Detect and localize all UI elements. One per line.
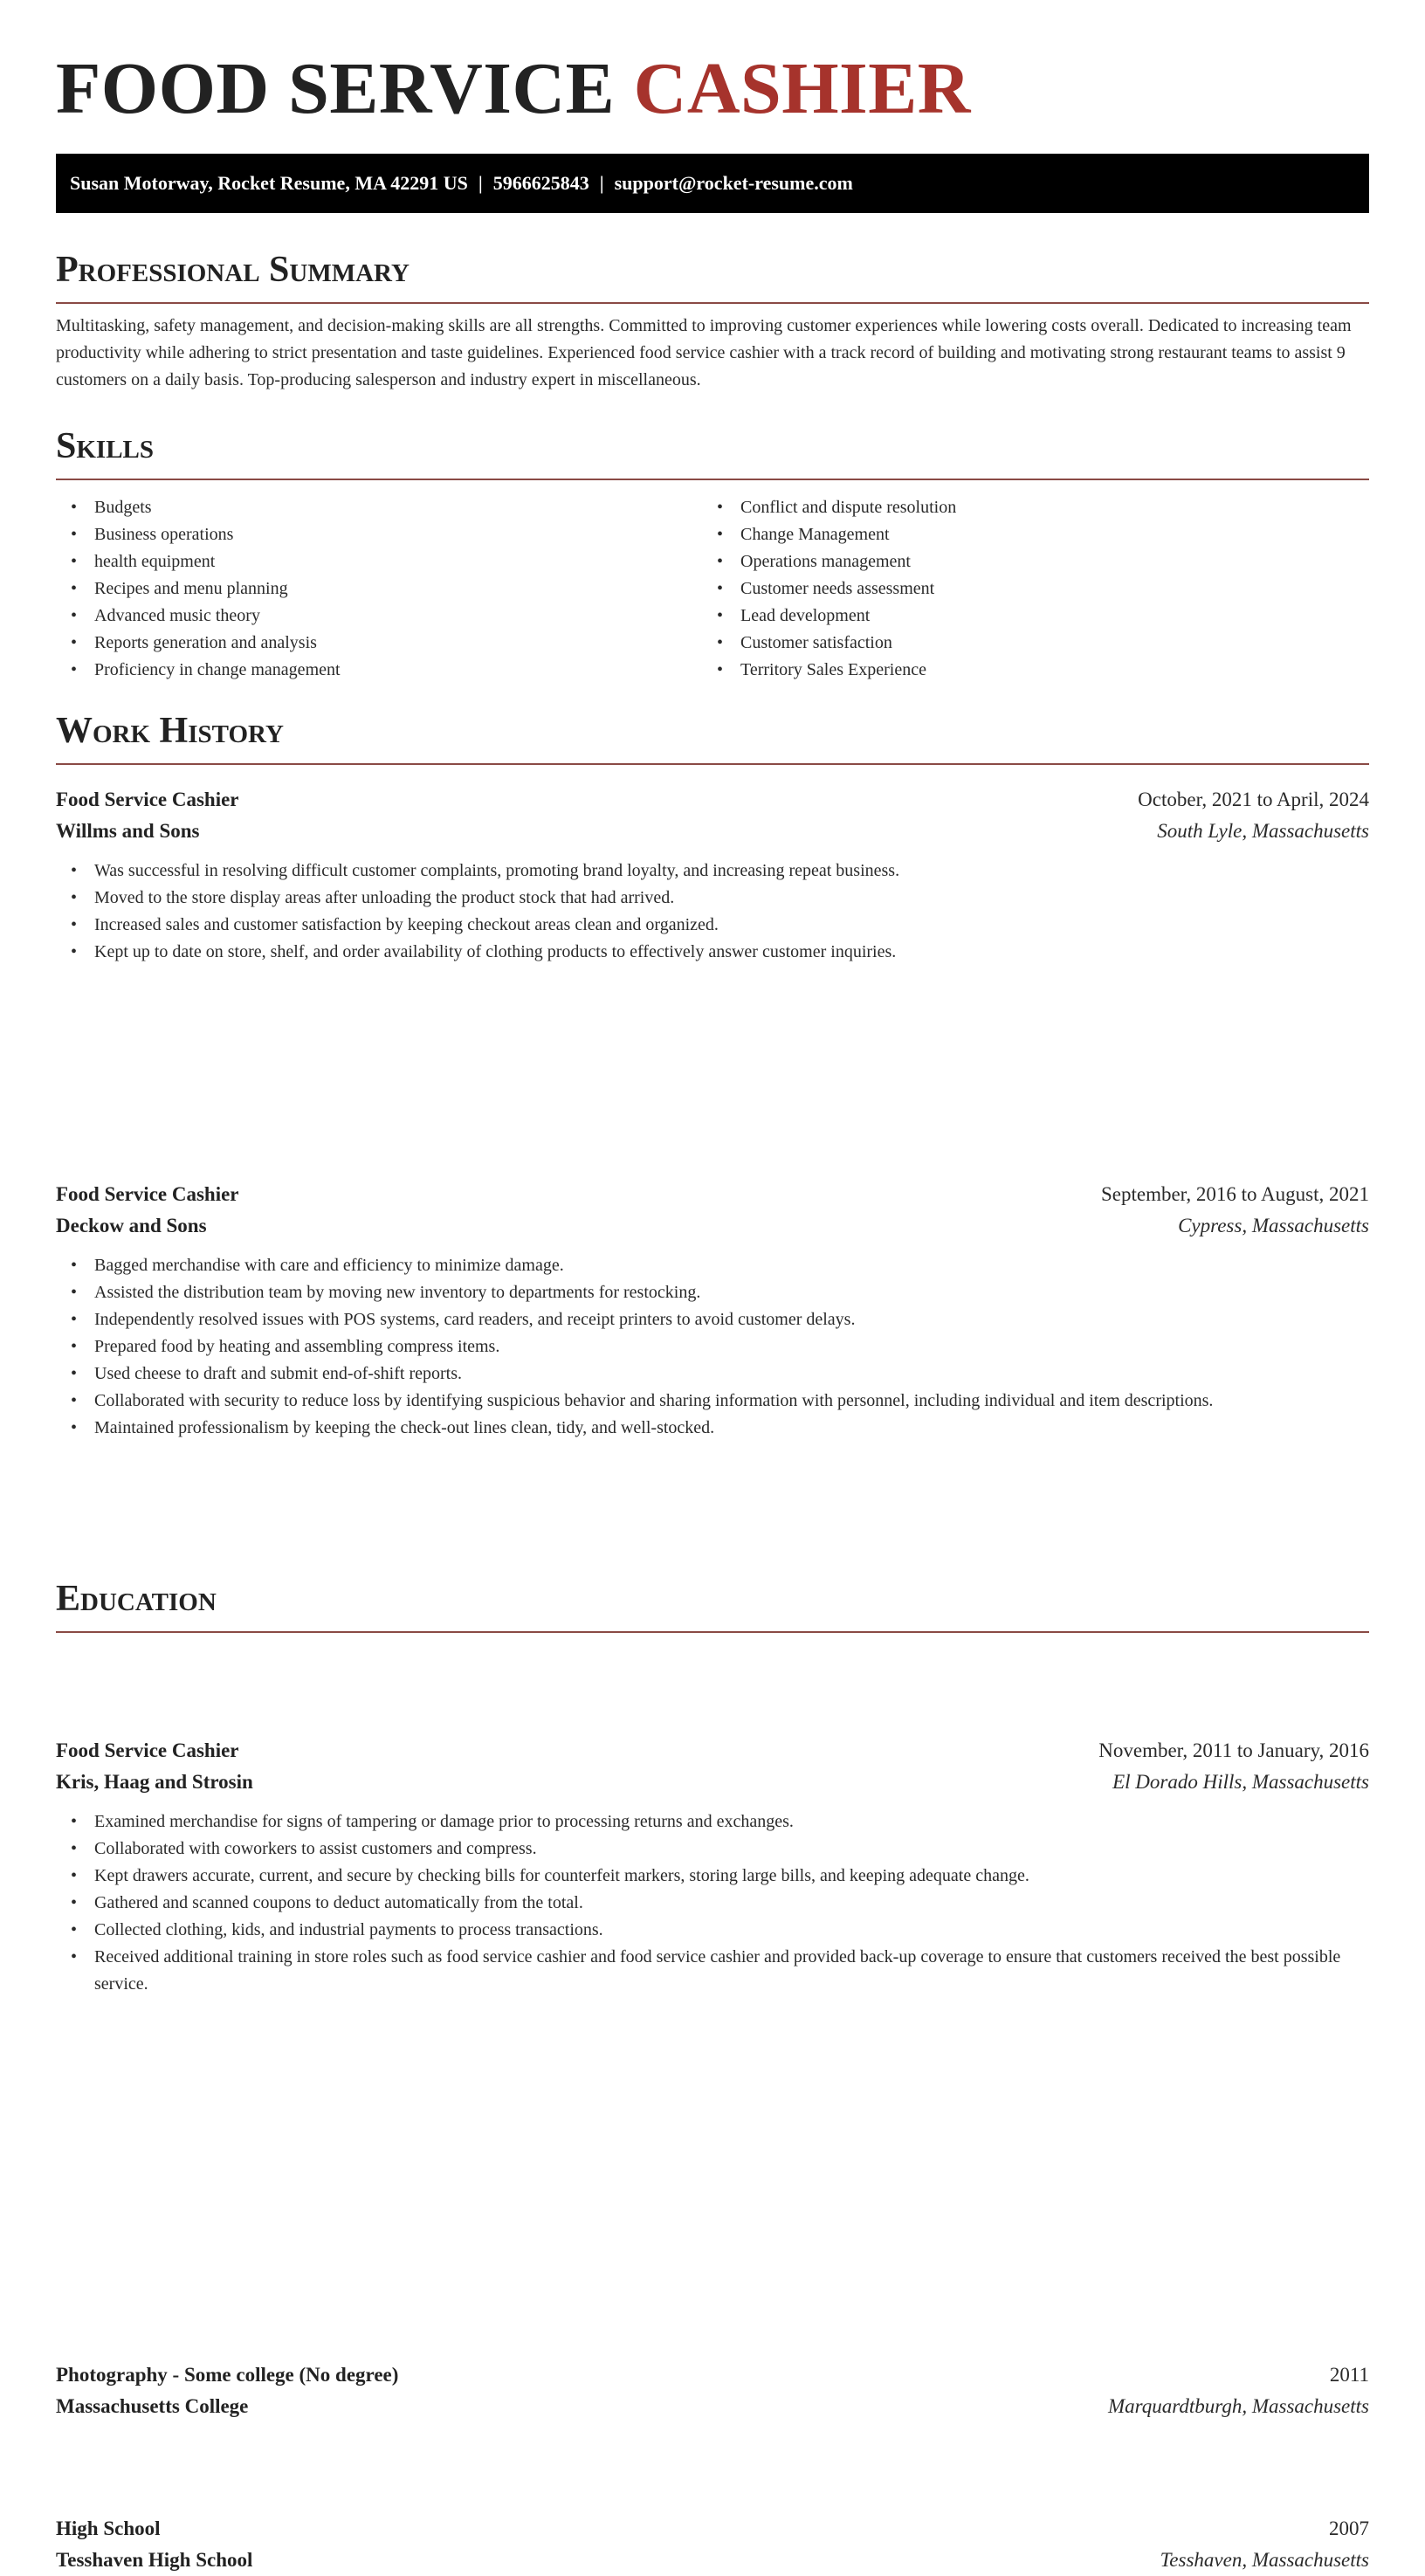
skill-item: • Conflict and dispute resolution [702,494,1348,521]
job-company-row [56,1767,1369,1798]
skill-item: • Budgets [56,494,702,521]
skill-item: • Proficiency in change management [56,657,702,684]
job-duty-item: • Moved to the store display areas after unloading the product stock that had arrived. [56,885,1369,912]
education-year: 2007 [1329,2517,1369,2539]
education-section [56,1575,1369,1633]
skill-item: • Reports generation and analysis [56,630,702,657]
job-company: Kris, Haag and Strosin [56,1771,253,1793]
contact-email[interactable]: support@rocket-resume.com [614,172,853,194]
job-duties [56,1808,1369,1998]
education-location: Tesshaven, Massachusetts [1160,2549,1369,2571]
job-duty-item: • Assisted the distribution team by moving new inventory to departments for restocking. [56,1279,1369,1306]
education-entry [56,2359,1369,2422]
job-title: Food Service Cashier [56,1183,239,1205]
skill-item: • Recipes and menu planning [56,575,702,603]
contact-bar [56,154,1369,213]
job-duty-item: • Independently resolved issues with POS systems, card readers, and receipt printers to avoid customer delays. [56,1306,1369,1333]
job-entry [56,784,1369,966]
education-degree: Photography - Some college (No degree) [56,2364,399,2386]
job-title: Food Service Cashier [56,1739,239,1761]
skills-column-left [56,494,702,684]
skill-item: • Customer satisfaction [702,630,1348,657]
job-company-row [56,1210,1369,1242]
job-duty-item: • Received additional training in store roles such as food service cashier and food service cashier and provided back-up coverage to ensure that customers received the best possible service. [56,1944,1369,1998]
summary-heading: Professional Summary [56,246,1369,304]
job-title: Food Service Cashier [56,789,239,810]
summary-text: Multitasking, safety management, and decision-making skills are all strengths. Committed to improving customer experiences while lowering costs overall. Dedicated to increasing team productivity while adhering to strict presentation and taste guidelines. Experienced food service cashier with a track record of building and motivating strong restaurant teams to assist 9 customers on a daily basis. Top-producing salesperson and industry expert in miscellaneous. [56,316,1352,389]
job-duty-item: • Collaborated with coworkers to assist customers and compress. [56,1836,1369,1863]
contact-address: Susan Motorway, Rocket Resume, MA 42291 US [70,172,468,194]
skill-item: • health equipment [56,548,702,575]
education-location: Marquardtburgh, Massachusetts [1108,2395,1369,2417]
job-dates: November, 2011 to January, 2016 [1098,1739,1369,1761]
job-entry [56,1735,1369,1998]
job-duty-item: • Maintained professionalism by keeping the check-out lines clean, tidy, and well-stocked. [56,1415,1369,1442]
education-degree-row [56,2513,1369,2545]
work-history-section [56,707,1369,765]
education-entry [56,2513,1369,2576]
title-main: FOOD SERVICE [56,48,616,129]
job-duty-item: • Examined merchandise for signs of tampering or damage prior to processing returns and exchanges. [56,1808,1369,1836]
job-duty-item: • Gathered and scanned coupons to deduct automatically from the total. [56,1890,1369,1917]
skill-item: • Business operations [56,521,702,548]
resume-title [56,45,971,133]
education-degree: High School [56,2517,161,2539]
skill-item: • Lead development [702,603,1348,630]
resume-document [56,0,1369,2571]
job-duty-item: • Kept drawers accurate, current, and secure by checking bills for counterfeit markers, storing large bills, and keeping adequate change. [56,1863,1369,1890]
skills-section [56,423,1369,684]
job-duty-item: • Collected clothing, kids, and industrial payments to process transactions. [56,1917,1369,1944]
work-history-heading: Work History [56,707,1369,765]
summary-section [56,246,1369,394]
education-school: Tesshaven High School [56,2549,253,2571]
job-dates: September, 2016 to August, 2021 [1100,1183,1369,1205]
job-title-row [56,1735,1369,1767]
job-entry [56,1179,1369,1442]
education-heading: Education [56,1575,1369,1633]
job-duty-item: • Collaborated with security to reduce loss by identifying suspicious behavior and sharing information with personnel, including individual and item descriptions. [56,1388,1369,1415]
job-location: South Lyle, Massachusetts [1157,820,1369,842]
skill-item: • Territory Sales Experience [702,657,1348,684]
skills-list [56,494,1369,684]
job-duties [56,1252,1369,1442]
contact-phone: 5966625843 [492,172,589,194]
job-title-row [56,784,1369,816]
education-school-row [56,2545,1369,2576]
job-duty-item: • Increased sales and customer satisfaction by keeping checkout areas clean and organized. [56,912,1369,939]
contact-separator: | [599,172,604,194]
skill-item: • Advanced music theory [56,603,702,630]
job-location: Cypress, Massachusetts [1178,1215,1369,1236]
job-duty-item: • Bagged merchandise with care and efficiency to minimize damage. [56,1252,1369,1279]
skills-heading: Skills [56,423,1369,480]
education-school-row [56,2391,1369,2422]
job-title-row [56,1179,1369,1210]
job-location: El Dorado Hills, Massachusetts [1112,1771,1369,1793]
job-duty-item: • Was successful in resolving difficult customer complaints, promoting brand loyalty, and increasing repeat business. [56,858,1369,885]
skill-item: • Operations management [702,548,1348,575]
job-company: Deckow and Sons [56,1215,207,1236]
contact-separator: | [478,172,483,194]
skill-item: • Customer needs assessment [702,575,1348,603]
job-duty-item: • Used cheese to draft and submit end-of-shift reports. [56,1360,1369,1388]
job-company-row [56,816,1369,847]
education-year: 2011 [1329,2364,1369,2386]
job-company: Willms and Sons [56,820,200,842]
education-school: Massachusetts College [56,2395,249,2417]
title-accent: CASHIER [633,48,971,129]
education-degree-row [56,2359,1369,2391]
skill-item: • Change Management [702,521,1348,548]
job-duties [56,858,1369,966]
job-dates: October, 2021 to April, 2024 [1138,789,1369,810]
job-duty-item: • Prepared food by heating and assembling compress items. [56,1333,1369,1360]
job-duty-item: • Kept up to date on store, shelf, and order availability of clothing products to effectively answer customer inquiries. [56,939,1369,966]
skills-column-right [702,494,1348,684]
